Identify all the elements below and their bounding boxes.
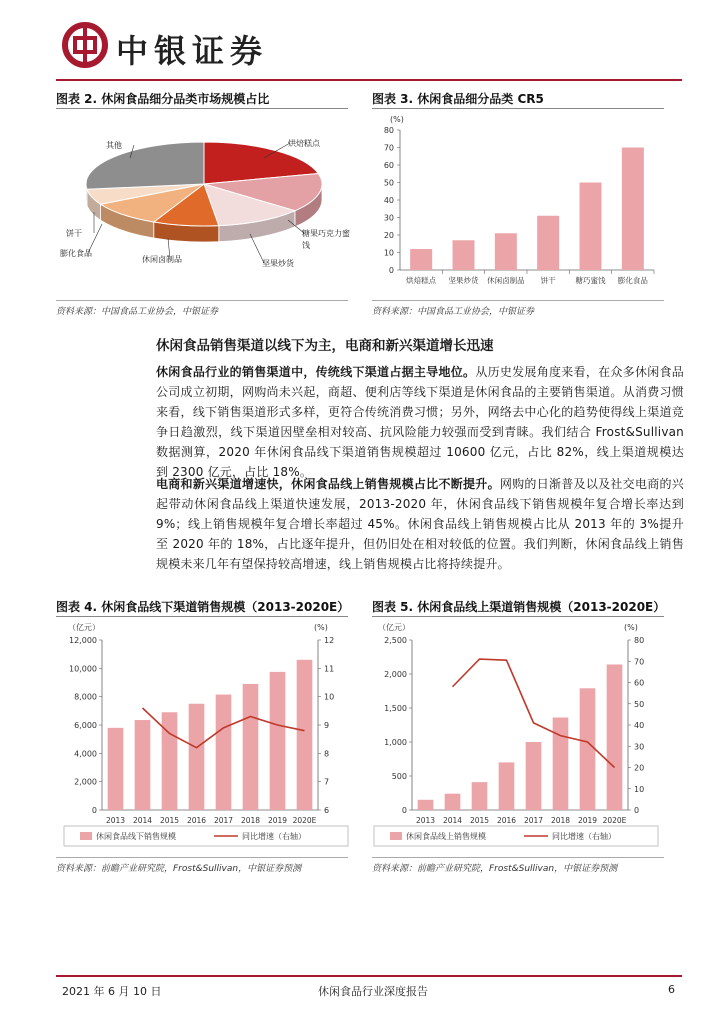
pie-label-6: 其他: [106, 141, 122, 150]
pie-label-1: 饯: [302, 241, 310, 250]
right-tick-label: 7: [324, 777, 330, 787]
left-tick-label: 2,000: [384, 670, 407, 679]
right-tick-label: 80: [634, 636, 645, 645]
right-axis-unit: (%): [314, 623, 328, 632]
figure-4-rule: [56, 616, 348, 617]
right-tick-label: 40: [634, 721, 645, 730]
paragraph-1: [156, 362, 684, 482]
bar-2015: [472, 782, 488, 810]
bar-2020E: [297, 660, 313, 810]
bar-1: [452, 240, 474, 270]
figure-3-source-rule: [372, 300, 664, 301]
x-tick-label: 2015: [159, 816, 180, 825]
bar-2013: [108, 728, 124, 810]
x-tick-label: 饼干: [540, 276, 556, 285]
bar-2015: [162, 712, 178, 810]
left-tick-label: 8,000: [74, 692, 97, 702]
x-tick-label: 2019: [577, 816, 598, 825]
x-tick-label: 2020E: [292, 816, 317, 825]
pie-label-5: 饼干: [66, 229, 82, 238]
pie-label-4: 膨化食品: [60, 249, 92, 258]
right-tick-label: 9: [324, 721, 330, 730]
y-axis-unit: (%): [390, 115, 404, 124]
bar-0: [410, 249, 432, 270]
footer-page-number: 6: [668, 983, 675, 996]
left-tick-label: 10,000: [69, 664, 97, 674]
figure-3-bar-chart: [364, 110, 664, 300]
bar-2020E: [607, 664, 623, 810]
x-tick-label: 2014: [132, 816, 153, 825]
x-tick-label: 2015: [469, 816, 490, 825]
bar-2014: [445, 794, 461, 810]
x-tick-label: 膨化食品: [617, 276, 648, 285]
right-tick-label: 50: [634, 699, 645, 709]
header-rule: [56, 79, 682, 81]
y-tick-label: 0: [388, 266, 394, 275]
figure-2-title: 图表 2. 休闲食品细分品类市场规模占比: [56, 92, 270, 106]
paragraph-2-lead: 电商和新兴渠道增速快，休闲食品线上销售规模占比不断提升。: [156, 477, 500, 491]
bar-2018: [553, 718, 569, 810]
left-tick-label: 500: [391, 772, 407, 781]
x-tick-label: 2020E: [602, 816, 627, 825]
left-tick-label: 2,000: [74, 777, 97, 787]
bar-2017: [526, 742, 542, 810]
left-axis-unit: （亿元）: [378, 623, 410, 632]
footer-report-name: 休闲食品行业深度报告: [318, 985, 428, 998]
y-tick-label: 40: [383, 196, 394, 205]
figure-4-combo-chart: [56, 618, 356, 856]
bar-2016: [189, 704, 205, 810]
pie-slice-6: [86, 142, 204, 189]
right-tick-label: 10: [634, 784, 645, 794]
bar-2013: [418, 800, 434, 810]
legend-bar-swatch: [390, 832, 402, 840]
y-tick-label: 70: [383, 143, 394, 153]
section-heading: 休闲食品销售渠道以线下为主，电商和新兴渠道增长迅速: [156, 338, 494, 354]
y-tick-label: 10: [383, 248, 394, 258]
figure-2-source: 资料来源：中国食品工业协会，中银证券: [56, 307, 219, 317]
x-tick-label: 2014: [442, 816, 463, 825]
pie-label-2: 坚果炒货: [262, 259, 294, 268]
bar-2018: [243, 684, 259, 810]
bar-5: [622, 148, 644, 271]
x-tick-label: 2016: [496, 816, 517, 825]
y-tick-label: 80: [383, 126, 394, 135]
left-axis-unit: （亿元）: [68, 623, 100, 632]
x-tick-label: 坚果炒货: [448, 276, 479, 285]
left-tick-label: 1,000: [384, 738, 407, 747]
left-tick-label: 2,500: [384, 636, 407, 645]
bar-2: [495, 233, 517, 270]
page-header: [62, 22, 662, 78]
figure-5-rule: [372, 616, 664, 617]
y-tick-label: 20: [383, 231, 394, 240]
figure-5-source-rule: [372, 857, 664, 858]
x-tick-label: 2018: [240, 816, 261, 825]
figure-2-rule: [56, 108, 348, 109]
pie-label-1: 糖果巧克力蜜: [302, 229, 350, 238]
x-tick-label: 2016: [186, 816, 207, 825]
figure-4-source-rule: [56, 857, 348, 858]
bank-of-china-logo-icon: [62, 22, 108, 68]
paragraph-2-body: 网购的日渐普及以及社交电商的兴起带动休闲食品线上渠道快速发展，2013-2020 年，休闲食品线下销售规模年复合增长率达到 9%；线上销售规模年复合增长率超过 45%。休闲食品线上销售规模占比从 2013 年的 3%提升至 2020 年的 18%，占比逐年提升，但仍旧处在相对较低的位置。我们判断，休闲食品线上销售规模未来几年有望保持较高增速，线上销售规模占比将持续提升。: [156, 477, 684, 571]
figure-3-title: 图表 3. 休闲食品细分品类 CR5: [372, 92, 544, 106]
x-tick-label: 烘焙糕点: [406, 276, 437, 285]
right-tick-label: 6: [324, 806, 330, 815]
right-axis-unit: (%): [624, 623, 638, 632]
figure-5-title: 图表 5. 休闲食品线上渠道销售规模（2013-2020E）: [372, 600, 666, 614]
right-tick-label: 20: [634, 763, 645, 773]
paragraph-1-lead: 休闲食品行业的销售渠道中，传统线下渠道占据主导地位。: [156, 365, 476, 379]
left-tick-label: 12,000: [69, 636, 97, 645]
legend-line-label: 同比增速（右轴）: [242, 832, 306, 841]
brand-name: 中银证券: [116, 32, 269, 70]
bar-2019: [270, 672, 286, 810]
right-tick-label: 60: [634, 678, 645, 688]
bar-2019: [580, 688, 596, 810]
figure-3-rule: [372, 108, 664, 109]
bar-3: [537, 216, 559, 270]
right-tick-label: 11: [324, 664, 335, 674]
figure-4-source: 资料来源：前瞻产业研究院，Frost&Sullivan，中银证券预测: [56, 864, 302, 874]
figure-5-source: 资料来源：前瞻产业研究院，Frost&Sullivan，中银证券预测: [372, 864, 618, 874]
y-tick-label: 30: [383, 213, 394, 223]
x-tick-label: 糖巧蜜饯: [575, 276, 606, 285]
right-tick-label: 0: [634, 806, 640, 815]
figure-2-source-rule: [56, 300, 348, 301]
legend-bar-label: 休闲食品线下销售规模: [96, 832, 176, 841]
right-tick-label: 70: [634, 657, 645, 667]
footer-date: 2021 年 6 月 10 日: [62, 985, 162, 998]
x-tick-label: 2013: [415, 816, 436, 825]
left-tick-label: 0: [91, 806, 97, 815]
x-tick-label: 2019: [267, 816, 288, 825]
pie-label-0: 烘焙糕点: [288, 139, 320, 148]
y-tick-label: 60: [383, 161, 394, 170]
legend-bar-label: 休闲食品线上销售规模: [406, 832, 486, 841]
left-tick-label: 4,000: [74, 749, 97, 759]
figure-5-combo-chart: [366, 618, 666, 856]
right-tick-label: 10: [324, 692, 335, 702]
bar-2016: [499, 762, 515, 810]
paragraph-2: [156, 474, 684, 574]
x-tick-label: 休闲卤制品: [487, 276, 525, 285]
pie-label-3: 休闲卤制品: [142, 255, 182, 264]
left-tick-label: 6,000: [74, 721, 97, 730]
right-tick-label: 8: [324, 749, 330, 759]
x-tick-label: 2017: [213, 816, 234, 825]
legend-bar-swatch: [80, 832, 92, 840]
footer-rule: [56, 975, 682, 977]
y-tick-label: 50: [383, 178, 394, 188]
x-tick-label: 2018: [550, 816, 571, 825]
right-tick-label: 12: [324, 636, 335, 645]
figure-3-source: 资料来源：中国食品工业协会，中银证券: [372, 307, 535, 317]
x-tick-label: 2013: [105, 816, 126, 825]
bar-4: [579, 183, 601, 271]
figure-2-pie-chart: [56, 112, 352, 298]
paragraph-1-body: 从历史发展角度来看，在众多休闲食品公司成立初期，网购尚未兴起，商超、便利店等线下渠道是休闲食品的主要销售渠道。从消费习惯来看，线下销售渠道形式多样，更符合传统消费习惯；另外，网络去中心化的趋势使得线上渠道竞争日趋激烈，线下渠道因壁垒相对较高、抗风险能力较强而受到青睐。我们结合 Frost&Sullivan 数据测算，2020 年休闲食品线下渠道销售规模超过 10600 亿元，占比 82%，线上渠道规模达到 2300 亿元，占比 18%。: [156, 365, 685, 479]
bar-2017: [216, 695, 232, 810]
legend-line-label: 同比增速（右轴）: [552, 832, 616, 841]
bar-2014: [135, 720, 151, 810]
left-tick-label: 1,500: [384, 704, 407, 713]
x-tick-label: 2017: [523, 816, 544, 825]
figure-4-title: 图表 4. 休闲食品线下渠道销售规模（2013-2020E）: [56, 600, 350, 614]
left-tick-label: 0: [401, 806, 407, 815]
right-tick-label: 30: [634, 742, 645, 752]
